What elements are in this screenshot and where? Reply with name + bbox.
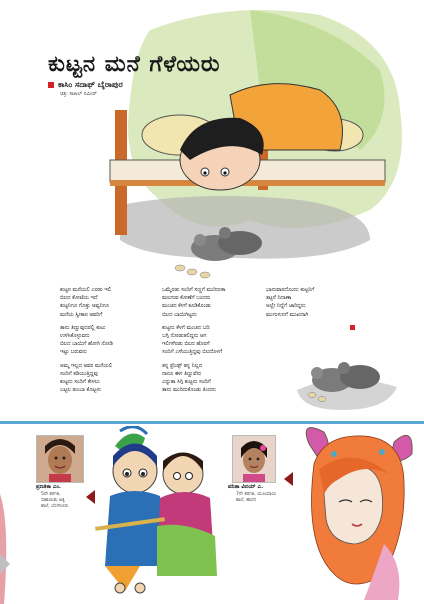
story-title: ಕುಟ್ಟನ ಮನೆ ಗೆಳೆಯರು: [48, 52, 221, 77]
poem-line: ಬಿಲದ ಬಾಯಿಗಿಟ್ಟನು: [162, 311, 197, 318]
poem-line: ಮಲಗುವ ಕೋಣೆಗೆ ಬಂದನು: [162, 295, 211, 302]
poem-column-3: [266, 287, 366, 325]
poem-line: ಇಲಿಗಳೆರಡು ಬಿಲದ ಹೊರಗೆ: [162, 341, 210, 348]
poem-line: ತಾನು ಮುರಿದುಕೊಂಡು ತಿಂದನು: [162, 387, 216, 394]
edge-drawing-fragment: [0, 434, 14, 604]
poem-line: ಅಮ್ಮ ಇಲ್ಲದ ಅವರ ಮನೆಯಲಿ: [60, 362, 112, 369]
byline-marker: [48, 82, 54, 88]
poem-line: ಇಟ್ಟು ಬರುವನು: [60, 349, 87, 356]
child-photo-1: [36, 435, 84, 483]
child-portrait-2: [233, 436, 275, 482]
poem-line: ಕುಟ್ಟನಿಗೂ ಗೊತ್ತು ಅವ್ವನಿಗೂ: [60, 303, 109, 310]
poem-line: ಬಗ್ಗಿ ನೋಡುತಲಿದ್ದನು ಆಗ: [162, 333, 207, 340]
poem-line: ಬಿಲದ ಕೋಟೆಯ ಇದೆ: [60, 295, 98, 302]
child-info-line: 7ನೇ ತರಗತಿ, ಯೂಯಾಯ: [236, 492, 277, 497]
poem-line: ನಾನೂ ಈಗ ತಿಣ್ಣುವೆನು: [162, 370, 202, 377]
poem-column-1: [60, 287, 160, 400]
poem-line: ತಟ್ಟನೆ ನಿದಾಣಾ: [266, 295, 292, 302]
child-drawing-radha-krishna: [85, 426, 225, 596]
poem-line: ಬಿಲದ ಬಾಯಿಗೆ ಹೋಗಿ ನೋಡಿ: [60, 341, 113, 348]
poem-line: ಬಟ್ಟಲ ತುಂಬಾ ಕೊಟ್ಟಳು: [60, 387, 101, 394]
rats-illustration: [292, 335, 402, 415]
poem-line: ಕುಟ್ಟನು ಕೆಳಗೆ ಮಂಚದ ಬದಿ: [162, 324, 210, 331]
child-drawing-fairy: [294, 424, 422, 600]
children-gallery: [0, 424, 424, 600]
poem-line: ಎನ್ನುತಾ ಸಿಗ್ಗಿ ಕುಟ್ಟನು ಸಂದಿಗೆ: [162, 379, 211, 386]
child-photo-2: [232, 435, 276, 483]
child-name-2: ವನಿತಾ ವಿನಯ್ ಎ.: [228, 484, 264, 490]
poem-line: ಅಲ್ಲೇ ನಿದ್ದೆಗೆ ಜಾರಿದ್ದನು: [266, 303, 306, 310]
poem-line: ಸಂದಿಗೆ ಕಡಿಯುತ್ತಿದ್ದವು: [60, 370, 98, 377]
poem-line: ಭಾನುವಾರದೊಂದು ಕುಟ್ಟನಿಗೆ: [266, 287, 315, 293]
child-portrait-1: [37, 436, 83, 482]
poem-line: ತನ್ನ ಫ್ರೆಂಡ್ಸ್ ತನ್ನ ನಿಲ್ಲದ: [162, 362, 203, 369]
author-byline: [48, 80, 123, 90]
poem-line: ಮುಗುಳುನಗೆ ಮುಖದಾಗಿ: [266, 311, 309, 318]
poem-line: ಮಂಚದ ಕೆಳಗೆ ಕೂಡಿಕೊಂಡು: [162, 303, 211, 310]
poem-column-2: [162, 287, 262, 400]
pointer-arrow-2: [284, 472, 293, 486]
illustration-credit: ಚಿತ್ರ: ಸಾಹಿಲ್ ಸಮೀರ್: [60, 91, 97, 97]
section-marker: [350, 325, 355, 330]
poem-line: ಕುಟ್ಟನ ಮನೆಯಲಿ ಎರಡು ಇಲಿ: [60, 287, 112, 293]
child-info-1: [41, 492, 68, 510]
poem-line: ತಾನು ತಿಣ್ಣುವುದರಲ್ಲಿ ಕುಟು: [60, 324, 106, 331]
child-name-1: ಪ್ರಣತಿಕಾ ಎಂ.: [36, 484, 61, 490]
author-name: ಕಾಸಿಂ ಸದಾಫ್ ಬೈರಾಪುರ: [58, 80, 123, 89]
child-info-2: [236, 492, 276, 504]
child-info-line: ಶಾಲೆ, ಬೆಂಗಳೂರು: [41, 504, 69, 509]
poem-line: ಒಮ್ಮೆರಡು ಸಂದಿಗೆ ಸಣ್ಣಗೆ ಮುರಿದುಕಾ: [162, 287, 226, 293]
poem-line: ಮನೆಯ ಸ್ವೀಕಾರ ಆವರಿಗೆ: [60, 311, 103, 318]
poem-line: ಕುಟ್ಟನು ಸಂದಿಗೆ ಕೇಳಲು: [60, 379, 100, 386]
poem-line: ಉಳಿಸಿಕೊಳ್ಳುವನು: [60, 333, 90, 340]
child-info-line: 5ನೇ ತರಗತಿ,: [41, 492, 61, 497]
story-illustration: [0, 0, 424, 290]
child-info-line: ಸಾಕಾಯಿತು ಅಕ್ಕಿ: [41, 498, 65, 503]
poem-line: ಸಂದಿಗೆ ಎಳೆಯುತ್ತಿದ್ದವು ಬಿಲದೊಳಗೆ: [162, 349, 223, 356]
child-info-line: ಶಾಲೆ, ಹಾಸನ: [236, 498, 257, 503]
